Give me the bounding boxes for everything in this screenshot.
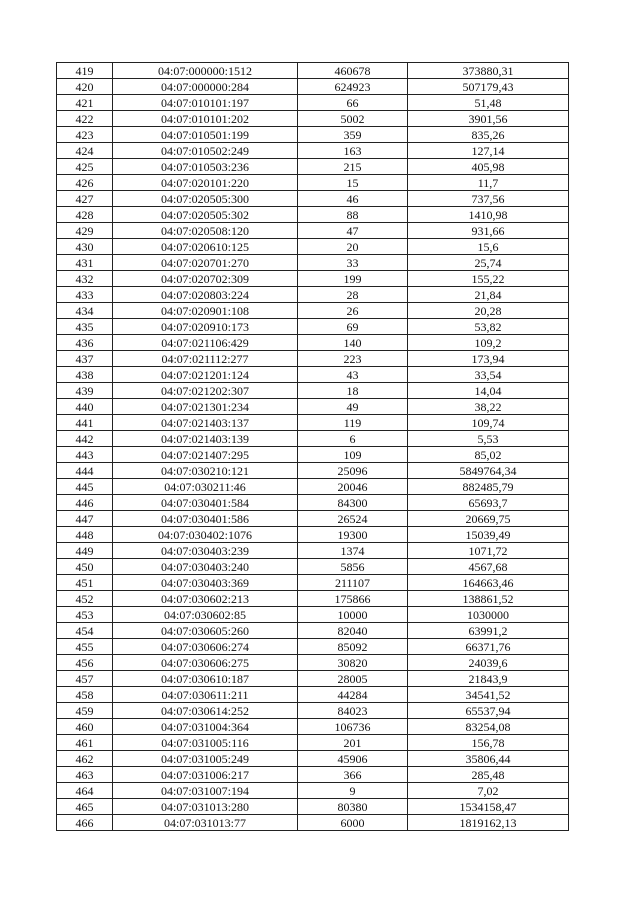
table-row <box>57 415 569 431</box>
row-number-cell: 449 <box>57 543 113 559</box>
table-row <box>57 751 569 767</box>
table-row <box>57 303 569 319</box>
value-cell: 66371,76 <box>408 639 569 655</box>
row-number-cell: 452 <box>57 591 113 607</box>
cadastral-number-cell: 04:07:030403:240 <box>113 559 298 575</box>
row-number-cell: 451 <box>57 575 113 591</box>
area-cell: 46 <box>298 191 408 207</box>
table-row <box>57 767 569 783</box>
parcel-table-body <box>57 63 569 831</box>
value-cell: 285,48 <box>408 767 569 783</box>
row-number-cell: 460 <box>57 719 113 735</box>
cadastral-number-cell: 04:07:020505:300 <box>113 191 298 207</box>
value-cell: 7,02 <box>408 783 569 799</box>
table-row <box>57 703 569 719</box>
area-cell: 20046 <box>298 479 408 495</box>
value-cell: 882485,79 <box>408 479 569 495</box>
row-number-cell: 436 <box>57 335 113 351</box>
cadastral-number-cell: 04:07:010101:197 <box>113 95 298 111</box>
area-cell: 223 <box>298 351 408 367</box>
row-number-cell: 433 <box>57 287 113 303</box>
table-row <box>57 223 569 239</box>
row-number-cell: 423 <box>57 127 113 143</box>
table-row <box>57 95 569 111</box>
value-cell: 14,04 <box>408 383 569 399</box>
area-cell: 106736 <box>298 719 408 735</box>
area-cell: 15 <box>298 175 408 191</box>
area-cell: 82040 <box>298 623 408 639</box>
table-row <box>57 559 569 575</box>
area-cell: 624923 <box>298 79 408 95</box>
value-cell: 373880,31 <box>408 63 569 79</box>
cadastral-number-cell: 04:07:000000:284 <box>113 79 298 95</box>
row-number-cell: 455 <box>57 639 113 655</box>
area-cell: 30820 <box>298 655 408 671</box>
value-cell: 931,66 <box>408 223 569 239</box>
table-row <box>57 815 569 831</box>
cadastral-number-cell: 04:07:021301:234 <box>113 399 298 415</box>
table-row <box>57 175 569 191</box>
table-row <box>57 447 569 463</box>
area-cell: 19300 <box>298 527 408 543</box>
row-number-cell: 454 <box>57 623 113 639</box>
cadastral-number-cell: 04:07:030403:369 <box>113 575 298 591</box>
cadastral-number-cell: 04:07:021112:277 <box>113 351 298 367</box>
table-row <box>57 63 569 79</box>
cadastral-number-cell: 04:07:030210:121 <box>113 463 298 479</box>
row-number-cell: 450 <box>57 559 113 575</box>
row-number-cell: 447 <box>57 511 113 527</box>
table-row <box>57 463 569 479</box>
area-cell: 5002 <box>298 111 408 127</box>
area-cell: 366 <box>298 767 408 783</box>
cadastral-number-cell: 04:07:030605:260 <box>113 623 298 639</box>
cadastral-number-cell: 04:07:020803:224 <box>113 287 298 303</box>
value-cell: 20,28 <box>408 303 569 319</box>
area-cell: 460678 <box>298 63 408 79</box>
cadastral-number-cell: 04:07:010503:236 <box>113 159 298 175</box>
value-cell: 5,53 <box>408 431 569 447</box>
table-row <box>57 543 569 559</box>
value-cell: 25,74 <box>408 255 569 271</box>
value-cell: 155,22 <box>408 271 569 287</box>
area-cell: 9 <box>298 783 408 799</box>
cadastral-number-cell: 04:07:030611:211 <box>113 687 298 703</box>
area-cell: 119 <box>298 415 408 431</box>
value-cell: 51,48 <box>408 95 569 111</box>
cadastral-number-cell: 04:07:031007:194 <box>113 783 298 799</box>
value-cell: 53,82 <box>408 319 569 335</box>
value-cell: 21,84 <box>408 287 569 303</box>
cadastral-number-cell: 04:07:030602:213 <box>113 591 298 607</box>
row-number-cell: 445 <box>57 479 113 495</box>
area-cell: 199 <box>298 271 408 287</box>
area-cell: 109 <box>298 447 408 463</box>
value-cell: 15039,49 <box>408 527 569 543</box>
value-cell: 109,74 <box>408 415 569 431</box>
value-cell: 507179,43 <box>408 79 569 95</box>
table-row <box>57 143 569 159</box>
row-number-cell: 434 <box>57 303 113 319</box>
value-cell: 138861,52 <box>408 591 569 607</box>
table-row <box>57 671 569 687</box>
table-row <box>57 495 569 511</box>
row-number-cell: 422 <box>57 111 113 127</box>
value-cell: 65693,7 <box>408 495 569 511</box>
table-row <box>57 367 569 383</box>
value-cell: 109,2 <box>408 335 569 351</box>
cadastral-number-cell: 04:07:020101:220 <box>113 175 298 191</box>
table-row <box>57 735 569 751</box>
value-cell: 173,94 <box>408 351 569 367</box>
row-number-cell: 462 <box>57 751 113 767</box>
cadastral-number-cell: 04:07:031005:116 <box>113 735 298 751</box>
table-row <box>57 191 569 207</box>
row-number-cell: 440 <box>57 399 113 415</box>
row-number-cell: 443 <box>57 447 113 463</box>
cadastral-number-cell: 04:07:020508:120 <box>113 223 298 239</box>
table-row <box>57 319 569 335</box>
area-cell: 44284 <box>298 687 408 703</box>
area-cell: 359 <box>298 127 408 143</box>
parcel-table <box>56 62 569 831</box>
value-cell: 156,78 <box>408 735 569 751</box>
table-row <box>57 575 569 591</box>
area-cell: 211107 <box>298 575 408 591</box>
row-number-cell: 428 <box>57 207 113 223</box>
table-row <box>57 479 569 495</box>
cadastral-number-cell: 04:07:021403:137 <box>113 415 298 431</box>
area-cell: 85092 <box>298 639 408 655</box>
cadastral-number-cell: 04:07:030614:252 <box>113 703 298 719</box>
cadastral-number-cell: 04:07:020702:309 <box>113 271 298 287</box>
table-row <box>57 527 569 543</box>
row-number-cell: 427 <box>57 191 113 207</box>
table-row <box>57 399 569 415</box>
area-cell: 6 <box>298 431 408 447</box>
value-cell: 1030000 <box>408 607 569 623</box>
table-row <box>57 239 569 255</box>
row-number-cell: 446 <box>57 495 113 511</box>
row-number-cell: 435 <box>57 319 113 335</box>
value-cell: 65537,94 <box>408 703 569 719</box>
cadastral-number-cell: 04:07:030606:274 <box>113 639 298 655</box>
value-cell: 11,7 <box>408 175 569 191</box>
cadastral-number-cell: 04:07:030610:187 <box>113 671 298 687</box>
row-number-cell: 458 <box>57 687 113 703</box>
value-cell: 38,22 <box>408 399 569 415</box>
value-cell: 34541,52 <box>408 687 569 703</box>
value-cell: 1410,98 <box>408 207 569 223</box>
cadastral-number-cell: 04:07:010502:249 <box>113 143 298 159</box>
table-row <box>57 431 569 447</box>
area-cell: 5856 <box>298 559 408 575</box>
value-cell: 20669,75 <box>408 511 569 527</box>
row-number-cell: 432 <box>57 271 113 287</box>
row-number-cell: 429 <box>57 223 113 239</box>
row-number-cell: 464 <box>57 783 113 799</box>
area-cell: 10000 <box>298 607 408 623</box>
value-cell: 1071,72 <box>408 543 569 559</box>
row-number-cell: 459 <box>57 703 113 719</box>
area-cell: 80380 <box>298 799 408 815</box>
area-cell: 215 <box>298 159 408 175</box>
value-cell: 33,54 <box>408 367 569 383</box>
value-cell: 5849764,34 <box>408 463 569 479</box>
table-row <box>57 271 569 287</box>
cadastral-number-cell: 04:07:031013:280 <box>113 799 298 815</box>
row-number-cell: 444 <box>57 463 113 479</box>
value-cell: 3901,56 <box>408 111 569 127</box>
area-cell: 43 <box>298 367 408 383</box>
area-cell: 6000 <box>298 815 408 831</box>
table-row <box>57 255 569 271</box>
row-number-cell: 437 <box>57 351 113 367</box>
row-number-cell: 424 <box>57 143 113 159</box>
area-cell: 66 <box>298 95 408 111</box>
cadastral-number-cell: 04:07:030403:239 <box>113 543 298 559</box>
area-cell: 163 <box>298 143 408 159</box>
row-number-cell: 438 <box>57 367 113 383</box>
value-cell: 85,02 <box>408 447 569 463</box>
cadastral-number-cell: 04:07:031004:364 <box>113 719 298 735</box>
value-cell: 127,14 <box>408 143 569 159</box>
table-row <box>57 335 569 351</box>
cadastral-number-cell: 04:07:020901:108 <box>113 303 298 319</box>
table-row <box>57 287 569 303</box>
area-cell: 140 <box>298 335 408 351</box>
table-row <box>57 687 569 703</box>
row-number-cell: 420 <box>57 79 113 95</box>
cadastral-number-cell: 04:07:020910:173 <box>113 319 298 335</box>
value-cell: 4567,68 <box>408 559 569 575</box>
cadastral-number-cell: 04:07:030211:46 <box>113 479 298 495</box>
value-cell: 35806,44 <box>408 751 569 767</box>
value-cell: 1534158,47 <box>408 799 569 815</box>
cadastral-number-cell: 04:07:010501:199 <box>113 127 298 143</box>
area-cell: 49 <box>298 399 408 415</box>
area-cell: 175866 <box>298 591 408 607</box>
row-number-cell: 456 <box>57 655 113 671</box>
table-row <box>57 511 569 527</box>
area-cell: 84300 <box>298 495 408 511</box>
value-cell: 164663,46 <box>408 575 569 591</box>
table-row <box>57 591 569 607</box>
area-cell: 69 <box>298 319 408 335</box>
value-cell: 83254,08 <box>408 719 569 735</box>
row-number-cell: 439 <box>57 383 113 399</box>
table-row <box>57 719 569 735</box>
row-number-cell: 457 <box>57 671 113 687</box>
row-number-cell: 465 <box>57 799 113 815</box>
area-cell: 28 <box>298 287 408 303</box>
area-cell: 47 <box>298 223 408 239</box>
table-row <box>57 111 569 127</box>
cadastral-number-cell: 04:07:030401:584 <box>113 495 298 511</box>
cadastral-number-cell: 04:07:010101:202 <box>113 111 298 127</box>
value-cell: 21843,9 <box>408 671 569 687</box>
cadastral-number-cell: 04:07:030602:85 <box>113 607 298 623</box>
cadastral-number-cell: 04:07:021403:139 <box>113 431 298 447</box>
cadastral-number-cell: 04:07:021202:307 <box>113 383 298 399</box>
value-cell: 15,6 <box>408 239 569 255</box>
area-cell: 1374 <box>298 543 408 559</box>
value-cell: 1819162,13 <box>408 815 569 831</box>
row-number-cell: 419 <box>57 63 113 79</box>
row-number-cell: 463 <box>57 767 113 783</box>
row-number-cell: 442 <box>57 431 113 447</box>
table-row <box>57 383 569 399</box>
area-cell: 20 <box>298 239 408 255</box>
table-row <box>57 79 569 95</box>
table-row <box>57 799 569 815</box>
table-row <box>57 655 569 671</box>
row-number-cell: 431 <box>57 255 113 271</box>
table-row <box>57 207 569 223</box>
cadastral-number-cell: 04:07:020505:302 <box>113 207 298 223</box>
cadastral-number-cell: 04:07:021201:124 <box>113 367 298 383</box>
cadastral-number-cell: 04:07:030402:1076 <box>113 527 298 543</box>
row-number-cell: 466 <box>57 815 113 831</box>
area-cell: 26 <box>298 303 408 319</box>
row-number-cell: 426 <box>57 175 113 191</box>
area-cell: 45906 <box>298 751 408 767</box>
table-row <box>57 159 569 175</box>
area-cell: 33 <box>298 255 408 271</box>
cadastral-number-cell: 04:07:031013:77 <box>113 815 298 831</box>
row-number-cell: 421 <box>57 95 113 111</box>
area-cell: 18 <box>298 383 408 399</box>
cadastral-number-cell: 04:07:031006:217 <box>113 767 298 783</box>
cadastral-number-cell: 04:07:031005:249 <box>113 751 298 767</box>
table-row <box>57 607 569 623</box>
row-number-cell: 425 <box>57 159 113 175</box>
cadastral-number-cell: 04:07:030401:586 <box>113 511 298 527</box>
table-row <box>57 783 569 799</box>
value-cell: 737,56 <box>408 191 569 207</box>
row-number-cell: 430 <box>57 239 113 255</box>
cadastral-number-cell: 04:07:000000:1512 <box>113 63 298 79</box>
cadastral-number-cell: 04:07:021407:295 <box>113 447 298 463</box>
table-row <box>57 127 569 143</box>
cadastral-number-cell: 04:07:020701:270 <box>113 255 298 271</box>
cadastral-number-cell: 04:07:030606:275 <box>113 655 298 671</box>
area-cell: 25096 <box>298 463 408 479</box>
value-cell: 63991,2 <box>408 623 569 639</box>
table-row <box>57 351 569 367</box>
row-number-cell: 448 <box>57 527 113 543</box>
table-row <box>57 623 569 639</box>
value-cell: 24039,6 <box>408 655 569 671</box>
table-row <box>57 639 569 655</box>
value-cell: 835,26 <box>408 127 569 143</box>
area-cell: 84023 <box>298 703 408 719</box>
row-number-cell: 461 <box>57 735 113 751</box>
area-cell: 28005 <box>298 671 408 687</box>
row-number-cell: 453 <box>57 607 113 623</box>
cadastral-number-cell: 04:07:020610:125 <box>113 239 298 255</box>
area-cell: 26524 <box>298 511 408 527</box>
area-cell: 88 <box>298 207 408 223</box>
cadastral-number-cell: 04:07:021106:429 <box>113 335 298 351</box>
area-cell: 201 <box>298 735 408 751</box>
value-cell: 405,98 <box>408 159 569 175</box>
row-number-cell: 441 <box>57 415 113 431</box>
